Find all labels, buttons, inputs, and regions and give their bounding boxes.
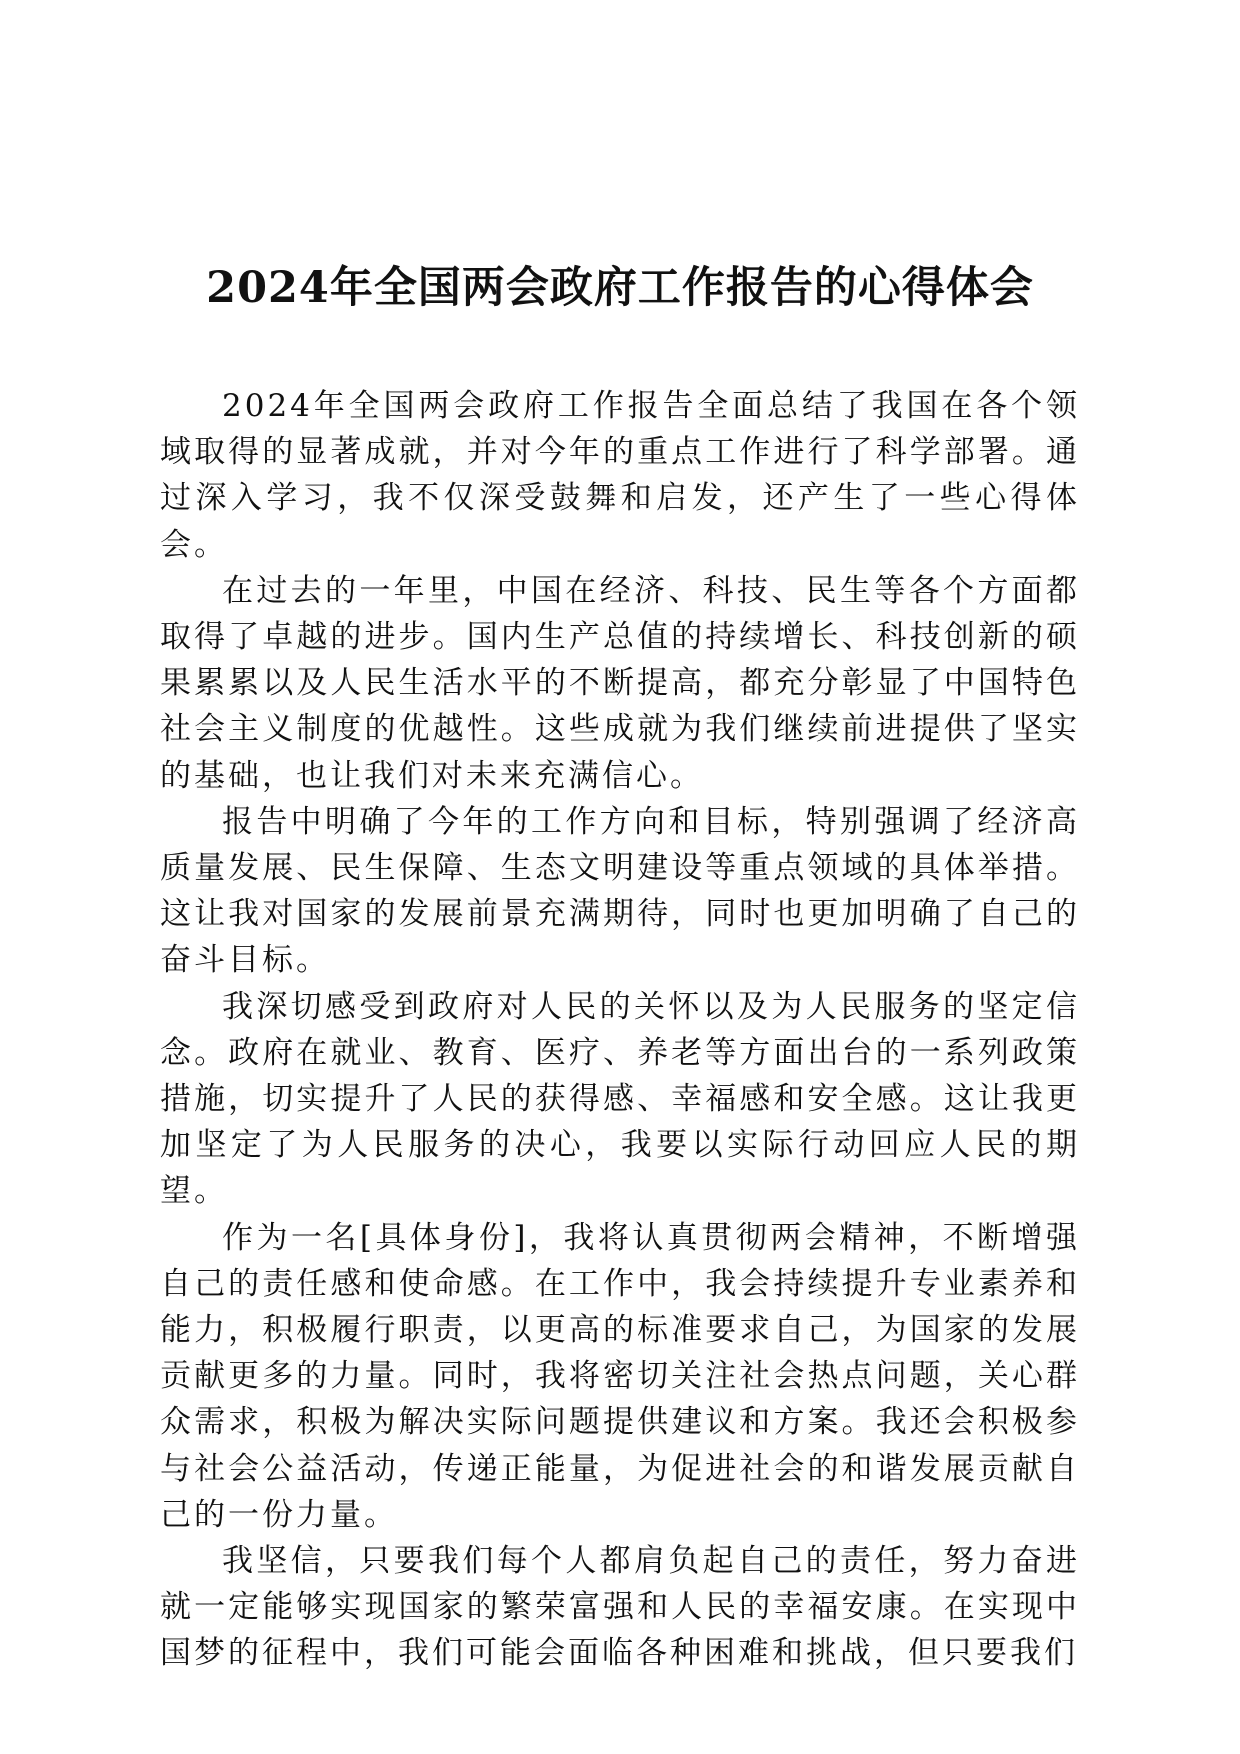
document-body [160, 383, 1080, 1677]
paragraph: 我深切感受到政府对人民的关怀以及为人民服务的坚定信念。政府在就业、教育、医疗、养老等方面出台的一系列政策措施，切实提升了人民的获得感、幸福感和安全感。这让我更加坚定了为人民服务的决心，我要以实际行动回应人民的期望。 [160, 988, 1080, 1210]
paragraph: 我坚信，只要我们每个人都肩负起自己的责任，努力奋进就一定能够实现国家的繁荣富强和人民的幸福安康。在实现中国梦的征程中，我们可能会面临各种困难和挑战，但只要我们 [160, 1543, 1080, 1672]
paragraph: 2024年全国两会政府工作报告全面总结了我国在各个领域取得的显著成就，并对今年的重点工作进行了科学部署。通过深入学习，我不仅深受鼓舞和启发，还产生了一些心得体会。 [160, 388, 1080, 563]
paragraph: 作为一名[具体身份]，我将认真贯彻两会精神，不断增强自己的责任感和使命感。在工作中，我会持续提升专业素养和能力，积极履行职责，以更高的标准要求自己，为国家的发展贡献更多的力量。同时，我将密切关注社会热点问题，关心群众需求，积极为解决实际问题提供建议和方案。我还会积极参与社会公益活动，传递正能量，为促进社会的和谐发展贡献自己的一份力量。 [160, 1219, 1080, 1533]
paragraph: 报告中明确了今年的工作方向和目标，特别强调了经济高质量发展、民生保障、生态文明建设等重点领域的具体举措。这让我对国家的发展前景充满期待，同时也更加明确了自己的奋斗目标。 [160, 803, 1080, 979]
document-title: 2024年全国两会政府工作报告的心得体会 [206, 263, 1034, 313]
paragraph: 在过去的一年里，中国在经济、科技、民生等各个方面都取得了卓越的进步。国内生产总值的持续增长、科技创新的硕果累累以及人民生活水平的不断提高，都充分彰显了中国特色社会主义制度的优越性。这些成就为我们继续前进提供了坚实的基础，也让我们对未来充满信心。 [160, 572, 1080, 794]
